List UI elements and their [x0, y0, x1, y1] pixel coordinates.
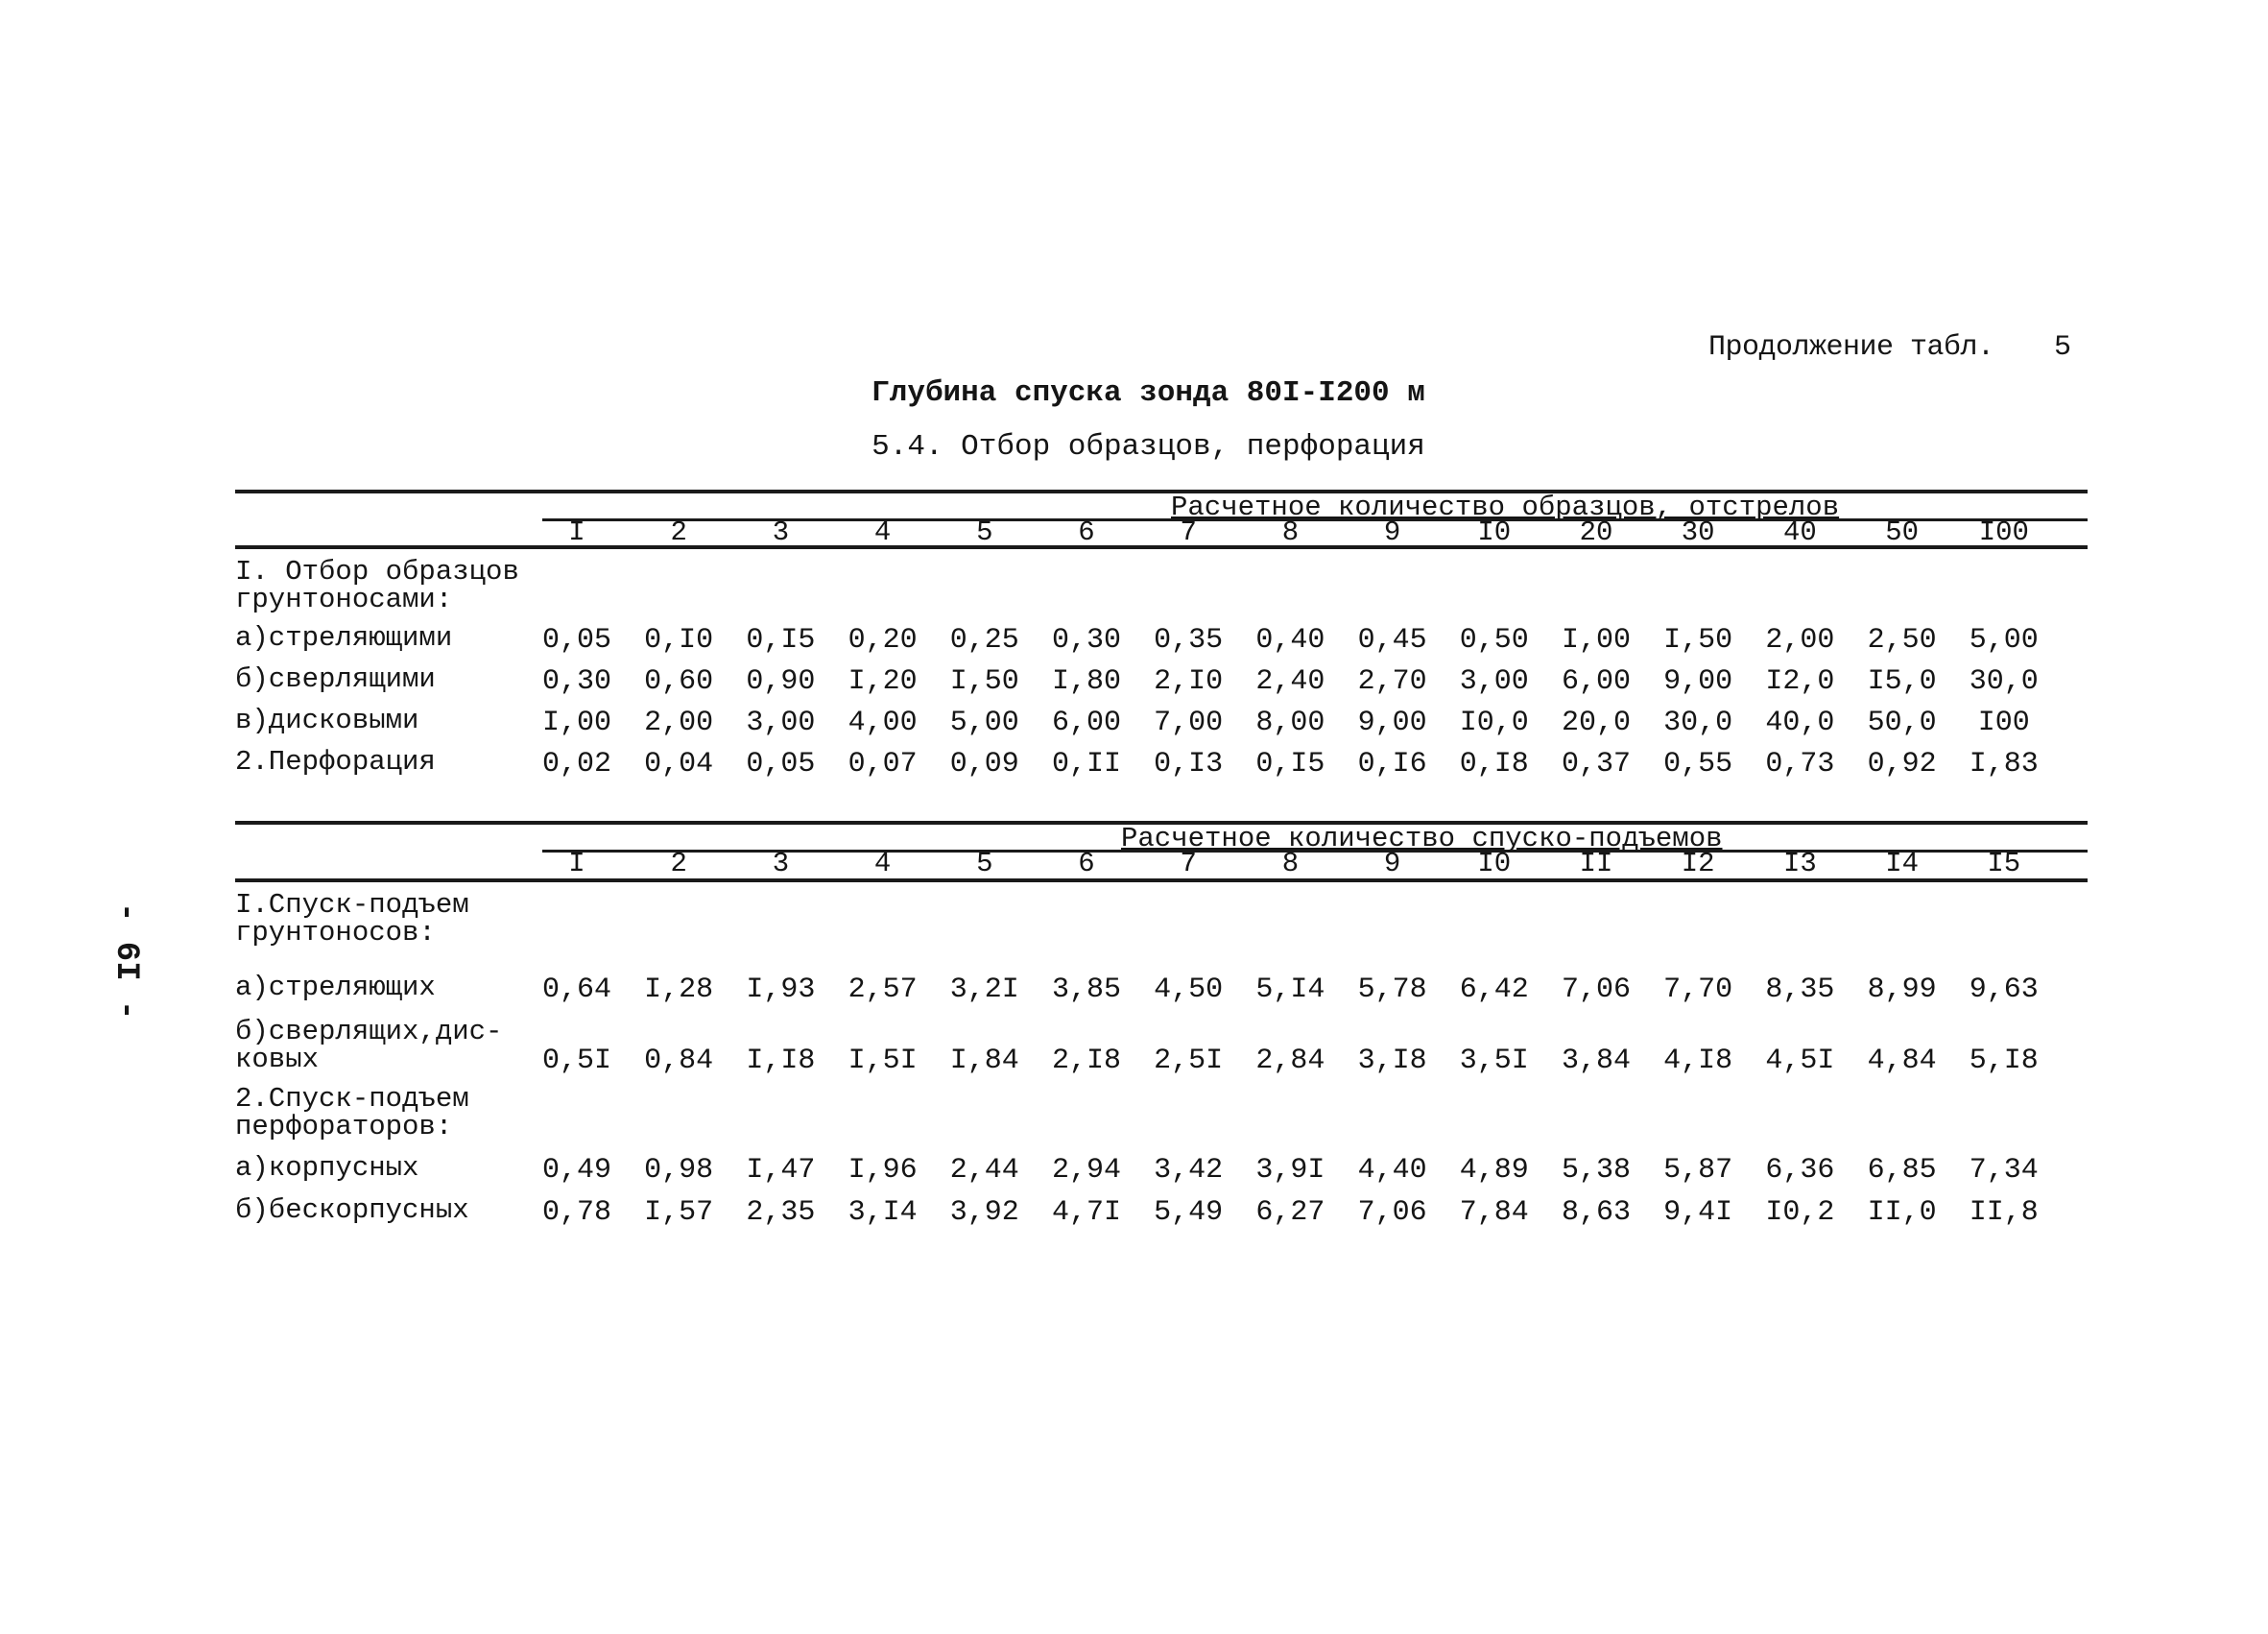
table2-cell: 4,I8: [1663, 1045, 1733, 1077]
table1-column-header: 3: [772, 517, 790, 548]
table2-cell: 5,78: [1357, 973, 1427, 1006]
table1-cell: 0,40: [1255, 624, 1325, 657]
table2-cell: 6,36: [1765, 1154, 1835, 1187]
table2-row-label: I.Спуск-подъем грунтоносов:: [235, 889, 469, 949]
table1-cell: 40,0: [1765, 707, 1835, 739]
table1-cell: 0,I5: [746, 624, 816, 657]
table1-cell: 3,00: [1459, 665, 1529, 698]
table1-cell: 0,04: [644, 748, 714, 781]
table2-cell: 3,I4: [848, 1196, 918, 1229]
table2-cell: 3,9I: [1255, 1154, 1325, 1187]
table1-cell: I0,0: [1459, 707, 1529, 739]
table1-cell: 0,60: [644, 665, 714, 698]
table2-column-header: 2: [670, 848, 687, 879]
table2-cell: 0,49: [541, 1154, 611, 1187]
table1-column-header: 5: [976, 517, 993, 548]
table2-cell: 0,5I: [541, 1045, 611, 1077]
table1-cell: 0,I6: [1357, 748, 1427, 781]
table1-cell: 50,0: [1867, 707, 1937, 739]
table2-column-header: I5: [1987, 848, 2021, 879]
table1-column-header: I00: [1978, 517, 2029, 548]
table1-cell: I,00: [541, 707, 611, 739]
table1-cell: 0,45: [1357, 624, 1427, 657]
table2-row-label: а)корпусных: [235, 1152, 419, 1184]
table2-cell: 6,27: [1255, 1196, 1325, 1229]
table1-cell: 0,05: [746, 748, 816, 781]
table2-cell: I,5I: [848, 1045, 918, 1077]
table2-column-header: 9: [1383, 848, 1401, 879]
table2-row-label: б)сверлящих,дис- ковых: [235, 1016, 503, 1075]
table2-cell: I,84: [949, 1045, 1019, 1077]
table2-cell: 7,70: [1663, 973, 1733, 1006]
table2-cell: 4,40: [1357, 1154, 1427, 1187]
table2-column-header: 8: [1281, 848, 1300, 879]
table2-cell: 2,44: [949, 1154, 1019, 1187]
table2-cell: 7,84: [1459, 1196, 1529, 1229]
table1-cell: 0,20: [848, 624, 918, 657]
table2-cell: 3,2I: [949, 973, 1019, 1006]
table1-cell: 5,00: [1969, 624, 2039, 657]
table2-column-header: I2: [1681, 848, 1715, 879]
table2-row-label: б)бескорпусных: [235, 1194, 469, 1226]
table2-cell: 0,64: [541, 973, 611, 1006]
table1-cell: 8,00: [1255, 707, 1325, 739]
table2-cell: II,0: [1867, 1196, 1937, 1229]
table1-cell: 0,90: [746, 665, 816, 698]
table2-cell: II,8: [1969, 1196, 2039, 1229]
table1-cell: 2,00: [644, 707, 714, 739]
table2-cell: 3,85: [1051, 973, 1121, 1006]
table1-column-header: 20: [1579, 517, 1613, 548]
table2-cell: 3,5I: [1459, 1045, 1529, 1077]
table2-cell: 4,5I: [1765, 1045, 1835, 1077]
table1-cell: 3,00: [746, 707, 816, 739]
table2-cell: 8,35: [1765, 973, 1835, 1006]
table1-column-header: 9: [1383, 517, 1401, 548]
table2-row-label: 2.Спуск-подъем перфораторов:: [235, 1083, 469, 1142]
page-number: - 6I -: [107, 902, 144, 1021]
table1-cell: 9,00: [1663, 665, 1733, 698]
table2-column-header: 6: [1078, 848, 1095, 879]
table1-row-label: б)сверлящими: [235, 663, 436, 695]
table1-cell: I,80: [1051, 665, 1121, 698]
table2-cell: 2,84: [1255, 1045, 1325, 1077]
table2-cell: 4,89: [1459, 1154, 1529, 1187]
table1-column-header: 50: [1885, 517, 1919, 548]
table2-cell: I,96: [848, 1154, 918, 1187]
table1-cell: 0,73: [1765, 748, 1835, 781]
table2-cell: 7,06: [1357, 1196, 1427, 1229]
table1-column-header: 6: [1078, 517, 1095, 548]
table2-cell: I,28: [644, 973, 714, 1006]
table1-column-header: 2: [670, 517, 687, 548]
table2-cell: 6,42: [1459, 973, 1529, 1006]
table2-cell: 5,49: [1154, 1196, 1224, 1229]
table2-column-header: I0: [1477, 848, 1512, 879]
table1-cell: 0,II: [1051, 748, 1121, 781]
table2-cell: 9,63: [1969, 973, 2039, 1006]
table2-cell: 2,57: [848, 973, 918, 1006]
table2-cell: 7,06: [1561, 973, 1631, 1006]
table1-column-header: 8: [1281, 517, 1300, 548]
table1-cell: I5,0: [1867, 665, 1937, 698]
table1-column-header: 40: [1782, 517, 1817, 548]
table2-column-header: I4: [1885, 848, 1919, 879]
table1-cell: 0,30: [541, 665, 611, 698]
table1-cell: I2,0: [1765, 665, 1835, 698]
table2-cell: 4,84: [1867, 1045, 1937, 1077]
table1-cell: 2,40: [1255, 665, 1325, 698]
table2-cell: 4,50: [1154, 973, 1224, 1006]
depth-title: Глубина спуска зонда 80I-I200 м: [871, 376, 1425, 410]
table1-column-header: I0: [1477, 517, 1512, 548]
table1-cell: 0,37: [1561, 748, 1631, 781]
table1-cell: I,50: [949, 665, 1019, 698]
table2-cell: 2,5I: [1154, 1045, 1224, 1077]
table1-cell: 6,00: [1051, 707, 1121, 739]
table2-cell: 3,I8: [1357, 1045, 1427, 1077]
table2-cell: 5,87: [1663, 1154, 1733, 1187]
table2-cell: I,93: [746, 973, 816, 1006]
table1-cell: 0,I0: [644, 624, 714, 657]
table2-row-label: а)стреляющих: [235, 972, 436, 1003]
table1-cell: 0,I5: [1255, 748, 1325, 781]
table1-cell: I,83: [1969, 748, 2039, 781]
table2-cell: 2,35: [746, 1196, 816, 1229]
table2-column-header: I: [568, 848, 585, 879]
table2-cell: I,47: [746, 1154, 816, 1187]
table2-column-header: 5: [976, 848, 993, 879]
table1-cell: 0,50: [1459, 624, 1529, 657]
table1-cell: 0,92: [1867, 748, 1937, 781]
table2-cell: 4,7I: [1051, 1196, 1121, 1229]
table2-cell: 2,I8: [1051, 1045, 1121, 1077]
table1-cell: 0,30: [1051, 624, 1121, 657]
table2-cell: 8,63: [1561, 1196, 1631, 1229]
table1-column-header: 4: [873, 517, 892, 548]
table2-cell: 0,98: [644, 1154, 714, 1187]
table2-column-header: II: [1579, 848, 1613, 879]
table2-cell: 0,78: [541, 1196, 611, 1229]
table2-cell: 7,34: [1969, 1154, 2039, 1187]
table1-cell: 9,00: [1357, 707, 1427, 739]
table1-cell: 5,00: [949, 707, 1019, 739]
table1-column-header: 7: [1180, 517, 1197, 548]
table2-cell: 3,84: [1561, 1045, 1631, 1077]
table1-row-label: 2.Перфорация: [235, 746, 436, 778]
table2-cell: 5,I8: [1969, 1045, 2039, 1077]
table1-cell: 0,09: [949, 748, 1019, 781]
table2-cell: 9,4I: [1663, 1196, 1733, 1229]
table2-cell: 5,38: [1561, 1154, 1631, 1187]
table2-cell: 0,84: [644, 1045, 714, 1077]
table1-cell: 2,70: [1357, 665, 1427, 698]
table2-cell: 2,94: [1051, 1154, 1121, 1187]
table1-cell: 20,0: [1561, 707, 1631, 739]
table2-column-header: 7: [1180, 848, 1197, 879]
table2-cell: 6,85: [1867, 1154, 1937, 1187]
table1-cell: I00: [1977, 707, 2030, 739]
table2-cell: 3,42: [1154, 1154, 1224, 1187]
table1-cell: 30,0: [1663, 707, 1733, 739]
table1-row-label: а)стреляющими: [235, 622, 453, 654]
table1-cell: 6,00: [1561, 665, 1631, 698]
table1-column-header: 30: [1681, 517, 1715, 548]
table1-cell: 0,35: [1154, 624, 1224, 657]
table2-column-header: 3: [772, 848, 790, 879]
table1-cell: 2,I0: [1154, 665, 1224, 698]
table1-cell: 0,07: [848, 748, 918, 781]
table1-cell: 0,I3: [1154, 748, 1224, 781]
table1-cell: 0,55: [1663, 748, 1733, 781]
table1-group-title: Расчетное количество образцов, отстрелов: [1171, 492, 1840, 523]
table2-cell: I,I8: [746, 1045, 816, 1077]
table2-column-header: I3: [1782, 848, 1817, 879]
table2-cell: 8,99: [1867, 973, 1937, 1006]
table2-cell: 5,I4: [1255, 973, 1325, 1006]
table1-cell: 2,50: [1867, 624, 1937, 657]
table1-column-header: I: [568, 517, 585, 548]
table1-cell: 0,02: [541, 748, 611, 781]
continuation-label: Продолжение табл.: [1708, 331, 1994, 364]
section-title: 5.4. Отбор образцов, перфорация: [871, 430, 1425, 464]
table2-cell: I,57: [644, 1196, 714, 1229]
table1-cell: I,50: [1663, 624, 1733, 657]
table2-cell: 3,92: [949, 1196, 1019, 1229]
table2-column-header: 4: [873, 848, 892, 879]
table1-cell: I,20: [848, 665, 918, 698]
table1-cell: 30,0: [1969, 665, 2039, 698]
table1-cell: I,00: [1561, 624, 1631, 657]
table2-group-title: Расчетное количество спуско-подъемов: [1121, 823, 1723, 854]
table1-cell: 0,I8: [1459, 748, 1529, 781]
table1-cell: 0,25: [949, 624, 1019, 657]
table1-row-label: I. Отбор образцов грунтоносами:: [235, 556, 519, 615]
table1-cell: 2,00: [1765, 624, 1835, 657]
table1-row-label: в)дисковыми: [235, 705, 419, 736]
table1-cell: 0,05: [541, 624, 611, 657]
table2-cell: I0,2: [1765, 1196, 1835, 1229]
table1-cell: 7,00: [1154, 707, 1224, 739]
table1-cell: 4,00: [848, 707, 918, 739]
table-number: 5: [2054, 331, 2072, 364]
